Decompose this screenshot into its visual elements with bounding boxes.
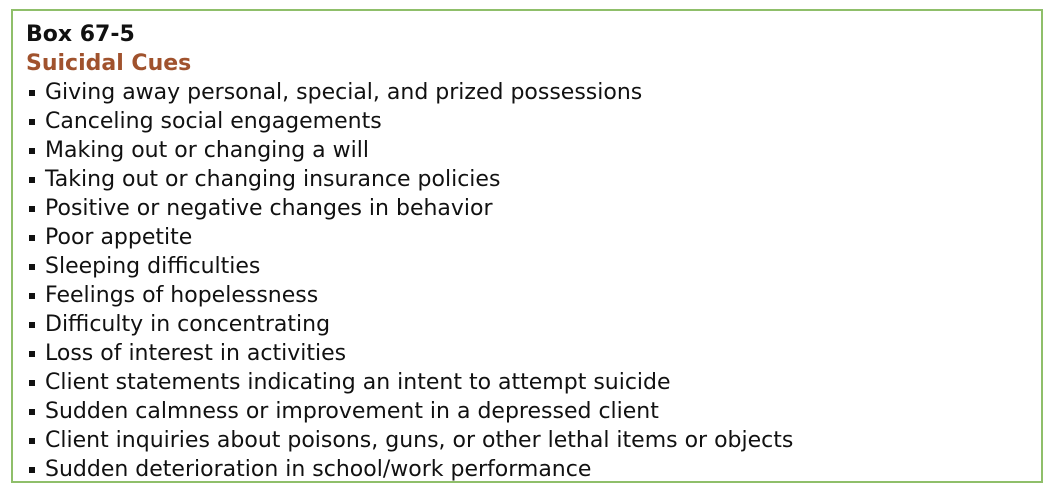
list-item-text: Sudden deterioration in school/work performance — [45, 457, 592, 482]
list-item — [26, 107, 1041, 136]
box-number: Box 67-5 — [26, 22, 135, 47]
list-item — [26, 252, 1041, 281]
square-bullet-icon — [29, 235, 35, 241]
square-bullet-icon — [29, 467, 35, 473]
list-item-text: Feelings of hopelessness — [45, 283, 319, 308]
suicidal-cues-box — [11, 9, 1043, 483]
square-bullet-icon — [29, 293, 35, 299]
square-bullet-icon — [29, 119, 35, 125]
list-item-text: Loss of interest in activities — [45, 341, 347, 366]
list-item-text: Difficulty in concentrating — [45, 312, 331, 337]
list-item-text: Client inquiries about poisons, guns, or other lethal items or objects — [45, 428, 794, 453]
list-item — [26, 165, 1041, 194]
list-item-text: Client statements indicating an intent to attempt suicide — [45, 370, 671, 395]
list-item — [26, 78, 1041, 107]
square-bullet-icon — [29, 90, 35, 96]
square-bullet-icon — [29, 264, 35, 270]
list-item-text: Canceling social engagements — [45, 109, 382, 134]
list-item-text: Giving away personal, special, and prized possessions — [45, 80, 643, 105]
list-item — [26, 455, 1041, 484]
square-bullet-icon — [29, 438, 35, 444]
square-bullet-icon — [29, 177, 35, 183]
square-bullet-icon — [29, 409, 35, 415]
list-item-text: Positive or negative changes in behavior — [45, 196, 493, 221]
list-item — [26, 194, 1041, 223]
list-item-text: Sudden calmness or improvement in a depressed client — [45, 399, 659, 424]
box-title: Suicidal Cues — [26, 51, 192, 76]
list-item-text: Taking out or changing insurance policies — [45, 167, 501, 192]
list-item — [26, 281, 1041, 310]
list-item-text: Sleeping difficulties — [45, 254, 261, 279]
square-bullet-icon — [29, 380, 35, 386]
square-bullet-icon — [29, 206, 35, 212]
list-item — [26, 397, 1041, 426]
square-bullet-icon — [29, 322, 35, 328]
list-item — [26, 368, 1041, 397]
cue-list — [26, 78, 1041, 484]
list-item — [26, 223, 1041, 252]
list-item — [26, 136, 1041, 165]
list-item-text: Making out or changing a will — [45, 138, 369, 163]
list-item — [26, 310, 1041, 339]
list-item — [26, 426, 1041, 455]
square-bullet-icon — [29, 351, 35, 357]
list-item-text: Poor appetite — [45, 225, 193, 250]
square-bullet-icon — [29, 148, 35, 154]
list-item — [26, 339, 1041, 368]
